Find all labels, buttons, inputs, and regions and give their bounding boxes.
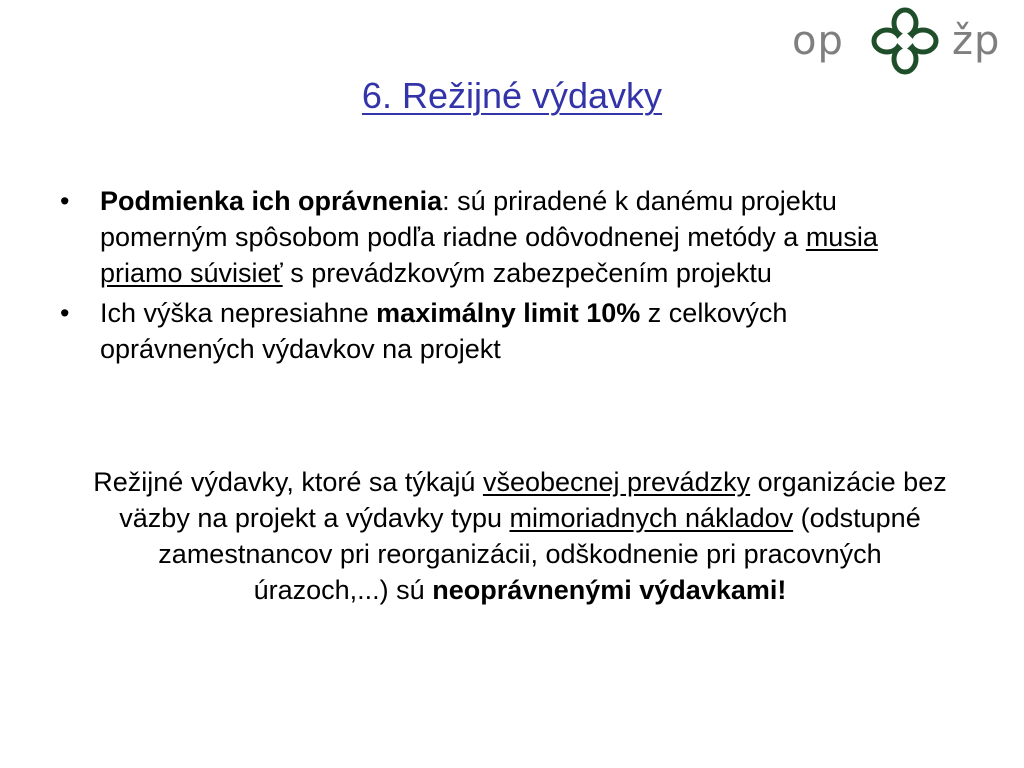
- bullet-list: [58, 183, 938, 371]
- note-text: Režijné výdavky, ktoré sa týkajú: [93, 467, 483, 497]
- note-text: (odstupné zamestnancov pri reorganizácii, odškodnenie pri pracovných úrazoch,...) sú: [158, 503, 921, 605]
- bold-lead: Podmienka ich oprávnenia: [100, 186, 443, 216]
- bold-phrase: maximálny limit 10%: [376, 298, 641, 328]
- bold-phrase: neoprávnenými výdavkami!: [432, 575, 787, 605]
- underlined-phrase: všeobecnej prevádzky: [482, 467, 751, 497]
- list-item: [58, 183, 938, 291]
- underlined-phrase: mimoriadnych nákladov: [509, 503, 794, 533]
- bullet-text: s prevádzkovým zabezpečením projektu: [282, 258, 772, 288]
- slide-title: 6. Režijné výdavky: [361, 75, 663, 116]
- op-zp-logo: [790, 6, 1018, 76]
- logo-op-text: op: [792, 18, 844, 64]
- list-item: [58, 295, 938, 367]
- bullet-marker: •: [60, 298, 70, 328]
- bullet-marker: •: [60, 186, 70, 216]
- bullet-text: Ich výška nepresiahne: [100, 298, 377, 328]
- bullet-text: z celkových oprávnených výdavkov na projekt: [100, 298, 788, 364]
- bullet-text: : sú priradené k danému projektu pomerným spôsobom podľa riadne odôvodnenej metódy a: [100, 186, 837, 252]
- centered-note: [90, 464, 950, 608]
- underlined-phrase: musia priamo súvisieť: [100, 222, 878, 288]
- note-text: organizácie bez väzby na projekt a výdavky typu: [119, 467, 947, 533]
- logo-zp-text: žp: [952, 18, 1001, 64]
- four-leaf-clover-icon: [870, 6, 940, 76]
